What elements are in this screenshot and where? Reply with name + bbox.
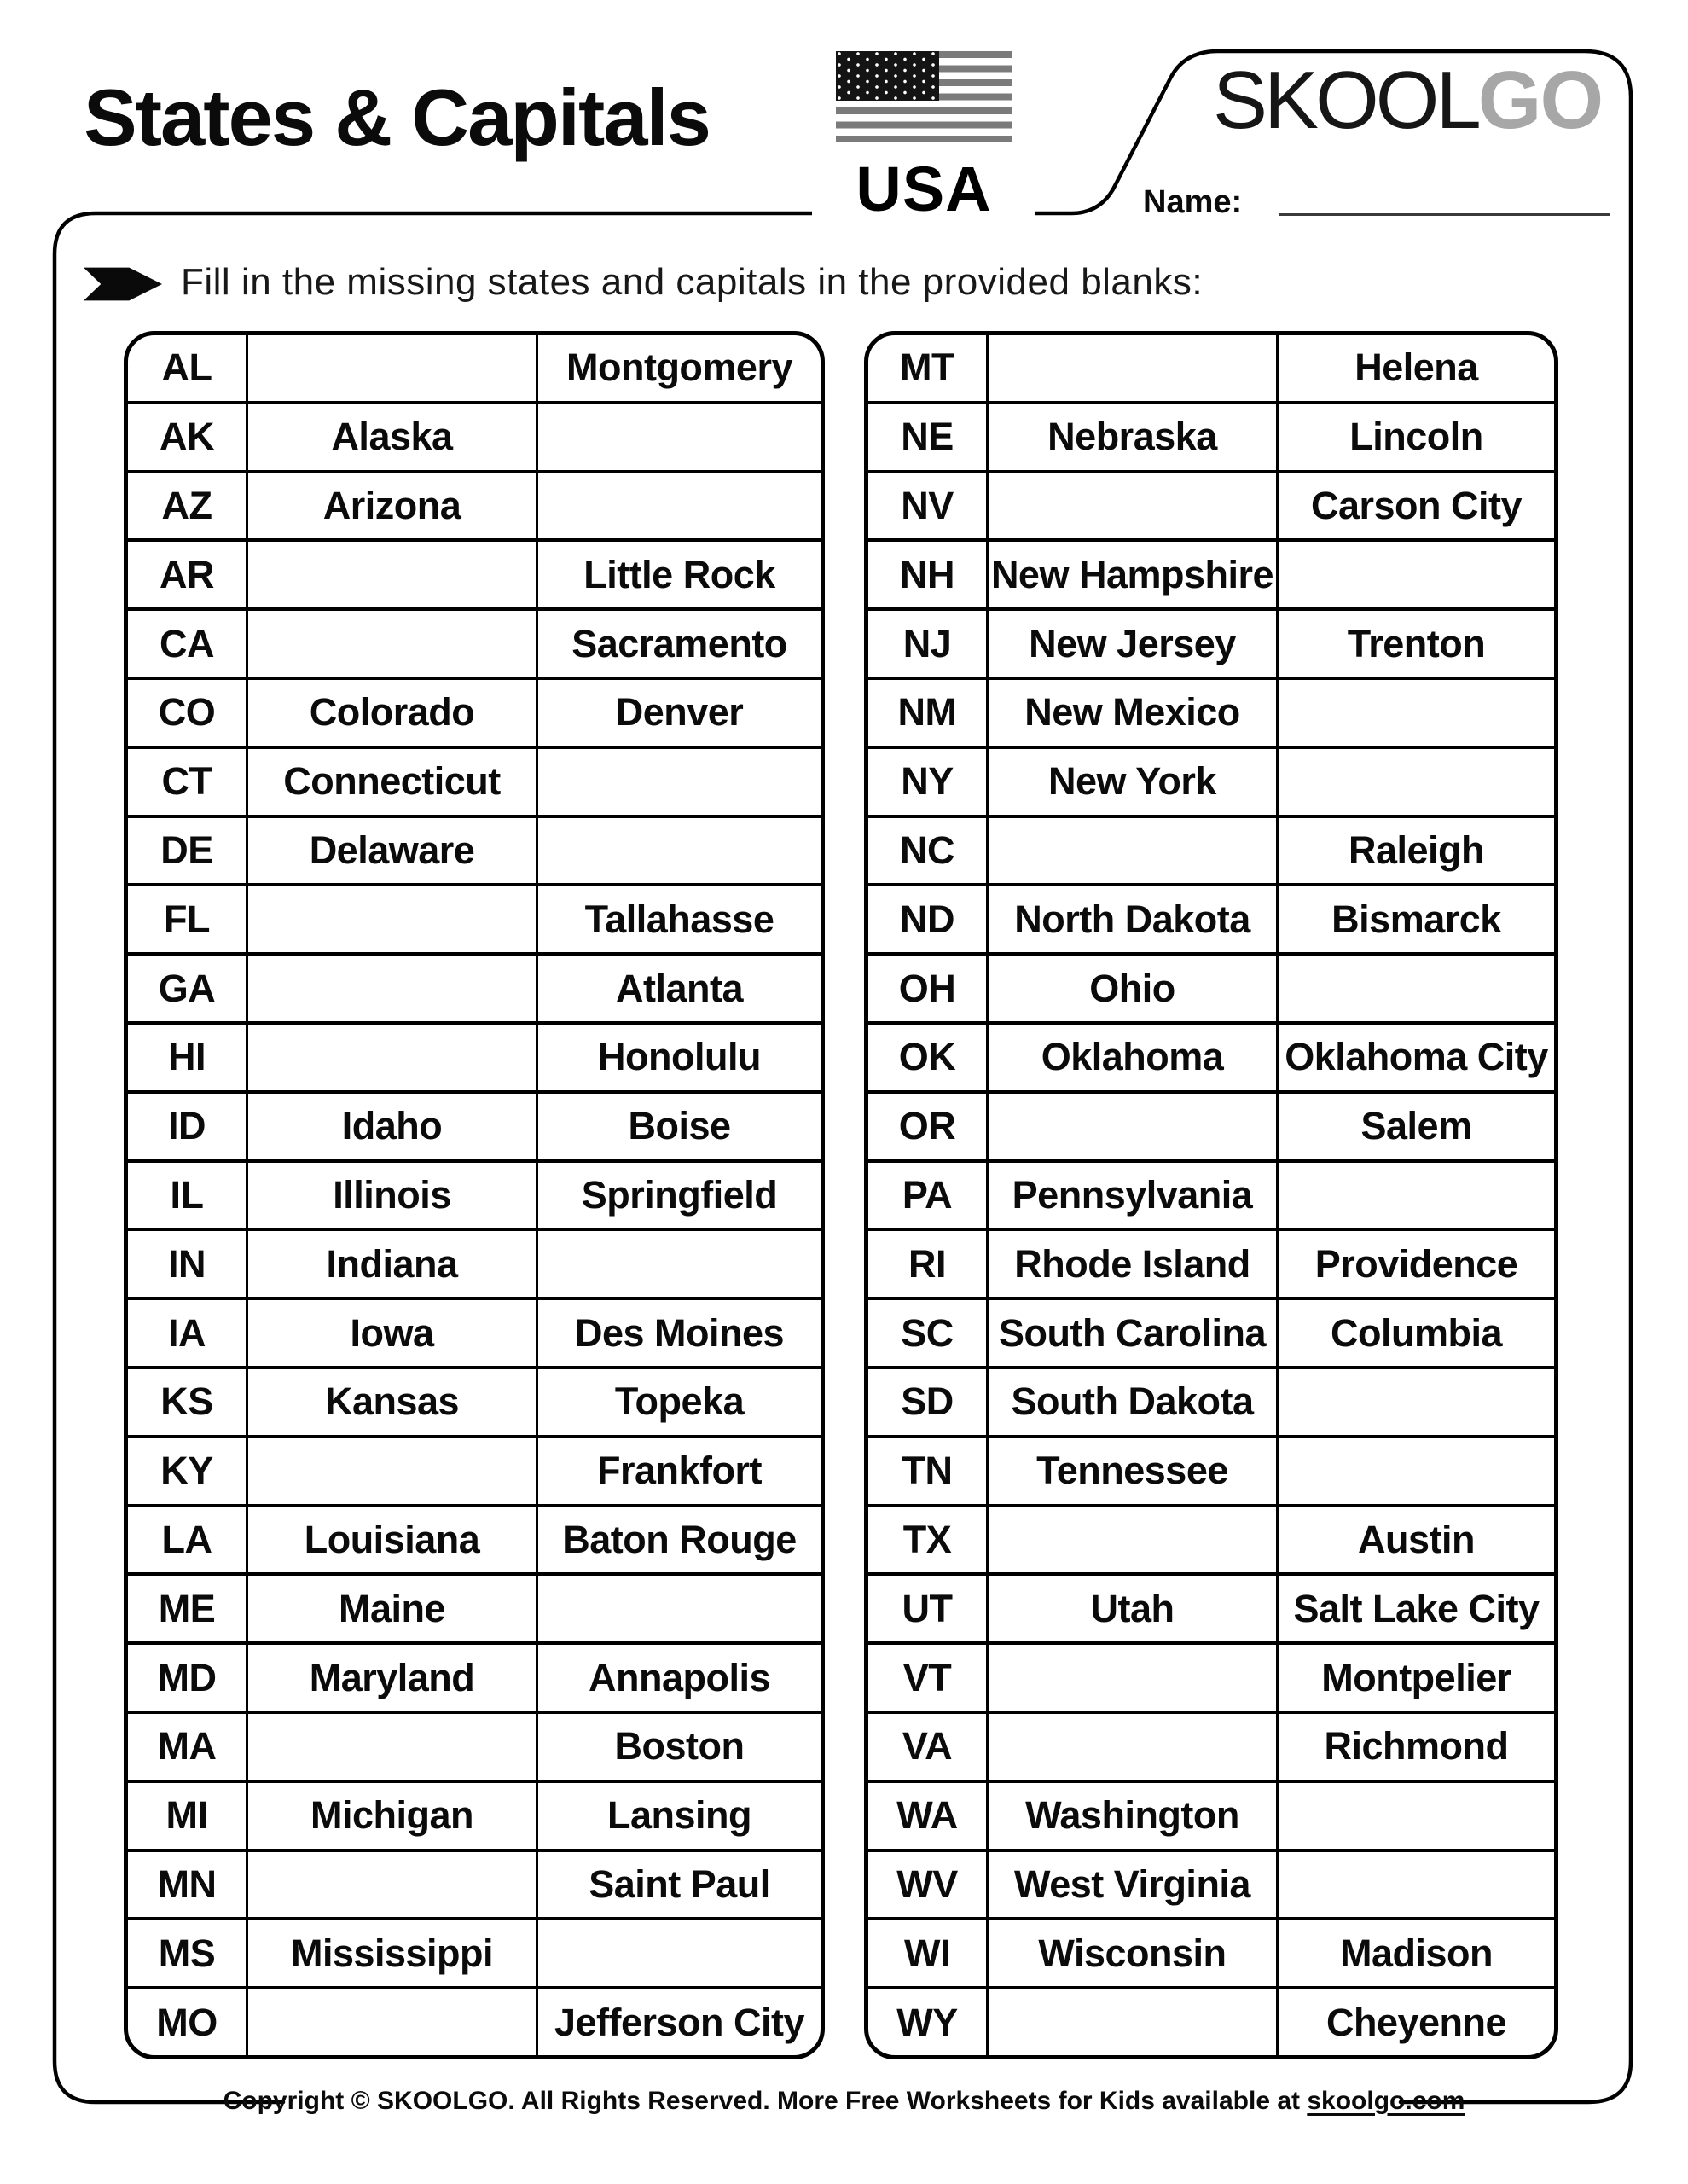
blank-fill-cell (1276, 680, 1554, 746)
state-abbr-cell: NY (901, 759, 954, 804)
blank-fill-cell (986, 1094, 1276, 1159)
capital-name-cell: Sacramento (536, 611, 821, 677)
state-abbr-cell: AK (160, 415, 214, 459)
table-row (128, 607, 821, 677)
blank-fill-cell (246, 956, 536, 1021)
table-row (868, 1090, 1554, 1159)
capital-name-cell: Little Rock (536, 542, 821, 607)
capital-name-cell: Richmond (1276, 1714, 1554, 1780)
state-name-cell: Iowa (246, 1300, 536, 1366)
state-abbr-cell: WV (896, 1862, 958, 1906)
blank-fill-cell (986, 335, 1276, 401)
capital-name-cell: Frankfort (536, 1438, 821, 1504)
state-name-cell: New Jersey (986, 611, 1276, 677)
table-row (868, 815, 1554, 884)
state-abbr-cell: PA (902, 1172, 953, 1217)
blank-fill-cell (536, 1920, 821, 1986)
state-name-cell: Alaska (246, 404, 536, 470)
table-row (128, 1435, 821, 1504)
state-abbr-cell: NV (901, 483, 954, 527)
state-abbr-cell: WI (904, 1931, 950, 1975)
table-row (128, 1297, 821, 1366)
state-abbr-cell: FL (164, 897, 210, 941)
capital-name-cell: Salt Lake City (1276, 1576, 1554, 1641)
state-abbr-cell: ME (158, 1586, 216, 1630)
table-row (128, 1849, 821, 1918)
state-name-cell: Utah (986, 1576, 1276, 1641)
table-row (128, 1366, 821, 1435)
state-name-cell: Pennsylvania (986, 1163, 1276, 1228)
capital-name-cell: Boise (536, 1094, 821, 1159)
table-row (868, 470, 1554, 539)
capital-name-cell: Helena (1276, 335, 1554, 401)
state-abbr-cell: WY (896, 2000, 958, 2044)
state-abbr-cell: MS (158, 1931, 216, 1975)
state-name-cell: North Dakota (986, 886, 1276, 952)
table-row (868, 1159, 1554, 1228)
table-row (128, 883, 821, 952)
state-abbr-cell: UT (902, 1586, 953, 1630)
state-name-cell: New Mexico (986, 680, 1276, 746)
blank-fill-cell (986, 818, 1276, 884)
capital-name-cell: Tallahasse (536, 886, 821, 952)
capital-name-cell: Jefferson City (536, 1989, 821, 2055)
table-row (868, 335, 1554, 401)
table-row (868, 1435, 1554, 1504)
state-abbr-cell: MO (156, 2000, 218, 2044)
state-name-cell: Arizona (246, 473, 536, 539)
table-row (128, 1986, 821, 2055)
state-abbr-cell: IL (170, 1172, 204, 1217)
table-row (128, 746, 821, 815)
state-abbr-cell: VT (902, 1655, 952, 1699)
table-row (868, 1711, 1554, 1780)
table-row (868, 883, 1554, 952)
state-name-cell: Louisiana (246, 1507, 536, 1573)
logo-go-text: GO (1477, 55, 1603, 146)
state-abbr-cell: DE (160, 828, 213, 872)
table-row (128, 401, 821, 470)
blank-fill-cell (246, 335, 536, 401)
state-abbr-cell: SC (901, 1310, 954, 1355)
capital-name-cell: Boston (536, 1714, 821, 1780)
blank-fill-cell (986, 1645, 1276, 1711)
state-abbr-cell: NM (897, 690, 957, 735)
usa-flag-icon (836, 51, 1012, 142)
table-row (128, 1917, 821, 1986)
state-abbr-cell: TN (902, 1449, 953, 1493)
blank-fill-cell (536, 749, 821, 815)
state-abbr-cell: NJ (902, 621, 952, 665)
blank-fill-cell (1276, 1852, 1554, 1918)
blank-fill-cell (536, 1576, 821, 1641)
name-write-line (1279, 213, 1610, 216)
state-abbr-cell: OR (898, 1104, 956, 1148)
state-abbr-cell: SD (901, 1380, 954, 1424)
table-row (128, 815, 821, 884)
capital-name-cell: Montpelier (1276, 1645, 1554, 1711)
flag-caption: USA (812, 159, 1035, 220)
state-abbr-cell: CO (158, 690, 216, 735)
state-abbr-cell: ID (168, 1104, 206, 1148)
state-name-cell: Washington (986, 1783, 1276, 1849)
capital-name-cell: Cheyenne (1276, 1989, 1554, 2055)
blank-fill-cell (986, 1989, 1276, 2055)
blank-fill-cell (246, 611, 536, 677)
state-abbr-cell: KS (160, 1380, 213, 1424)
state-name-cell: Indiana (246, 1231, 536, 1297)
state-name-cell: Idaho (246, 1094, 536, 1159)
state-name-cell: Delaware (246, 818, 536, 884)
blank-fill-cell (986, 1507, 1276, 1573)
state-abbr-cell: NE (901, 415, 954, 459)
table-row (868, 1021, 1554, 1090)
blank-fill-cell (536, 1231, 821, 1297)
capital-name-cell: Annapolis (536, 1645, 821, 1711)
state-name-cell: Maryland (246, 1645, 536, 1711)
state-abbr-cell: AZ (161, 483, 212, 527)
capital-name-cell: Des Moines (536, 1300, 821, 1366)
table-row (868, 1917, 1554, 1986)
footer-text: Copyright © SKOOLGO. All Rights Reserved. More Free Worksheets for Kids available at (223, 2087, 1308, 2115)
table-row (868, 607, 1554, 677)
table-row (128, 1641, 821, 1711)
capital-name-cell: Lincoln (1276, 404, 1554, 470)
capital-name-cell: Bismarck (1276, 886, 1554, 952)
state-abbr-cell: RI (908, 1241, 946, 1286)
table-row (868, 1641, 1554, 1711)
table-row (868, 952, 1554, 1021)
flag-stars-canton (836, 51, 939, 101)
table-row (868, 401, 1554, 470)
state-abbr-cell: CT (161, 759, 212, 804)
blank-fill-cell (1276, 1369, 1554, 1435)
state-name-cell: Ohio (986, 956, 1276, 1021)
blank-fill-cell (246, 1852, 536, 1918)
state-abbr-cell: OK (898, 1035, 956, 1079)
state-name-cell: Rhode Island (986, 1231, 1276, 1297)
state-abbr-cell: GA (158, 966, 216, 1010)
blank-fill-cell (1276, 1438, 1554, 1504)
state-name-cell: Nebraska (986, 404, 1276, 470)
state-name-cell: Maine (246, 1576, 536, 1641)
capital-name-cell: Lansing (536, 1783, 821, 1849)
blank-fill-cell (1276, 1783, 1554, 1849)
capital-name-cell: Columbia (1276, 1300, 1554, 1366)
table-row (128, 1228, 821, 1297)
state-abbr-cell: MN (157, 1862, 217, 1906)
capital-name-cell: Baton Rouge (536, 1507, 821, 1573)
table-row (128, 677, 821, 746)
blank-fill-cell (246, 542, 536, 607)
table-row (128, 1021, 821, 1090)
table-row (128, 538, 821, 607)
table-row (868, 1366, 1554, 1435)
footer-copyright (0, 2087, 1688, 2116)
capital-name-cell: Topeka (536, 1369, 821, 1435)
page-title: States & Capitals (84, 73, 710, 162)
capital-name-cell: Raleigh (1276, 818, 1554, 884)
blank-fill-cell (1276, 542, 1554, 607)
state-name-cell: Illinois (246, 1163, 536, 1228)
state-abbr-cell: IN (168, 1241, 206, 1286)
state-name-cell: Mississippi (246, 1920, 536, 1986)
blank-fill-cell (246, 1714, 536, 1780)
table-row (128, 1090, 821, 1159)
name-label: Name: (1143, 184, 1243, 220)
state-name-cell: Wisconsin (986, 1920, 1276, 1986)
state-abbr-cell: MT (900, 346, 954, 390)
table-row (868, 1986, 1554, 2055)
states-table-left (124, 331, 825, 2059)
skoolgo-link[interactable]: skoolgo.com (1307, 2087, 1465, 2115)
blank-fill-cell (246, 1025, 536, 1090)
state-abbr-cell: HI (168, 1035, 206, 1079)
table-row (868, 1572, 1554, 1641)
blank-fill-cell (246, 1438, 536, 1504)
state-name-cell: New Hampshire (986, 542, 1276, 607)
state-abbr-cell: LA (161, 1517, 212, 1561)
state-abbr-cell: AL (161, 346, 212, 390)
state-abbr-cell: VA (902, 1724, 953, 1769)
table-row (868, 1228, 1554, 1297)
instruction-text: Fill in the missing states and capitals in the provided blanks: (181, 261, 1204, 303)
table-row (128, 335, 821, 401)
blank-fill-cell (536, 404, 821, 470)
table-row (868, 538, 1554, 607)
table-row (868, 1780, 1554, 1849)
capital-name-cell: Saint Paul (536, 1852, 821, 1918)
table-row (868, 1504, 1554, 1573)
table-row (128, 1780, 821, 1849)
state-abbr-cell: CA (160, 621, 214, 665)
capital-name-cell: Salem (1276, 1094, 1554, 1159)
state-name-cell: Tennessee (986, 1438, 1276, 1504)
capital-name-cell: Springfield (536, 1163, 821, 1228)
table-row (128, 952, 821, 1021)
state-name-cell: Michigan (246, 1783, 536, 1849)
table-row (868, 746, 1554, 815)
capital-name-cell: Providence (1276, 1231, 1554, 1297)
state-abbr-cell: IA (168, 1310, 206, 1355)
capital-name-cell: Honolulu (536, 1025, 821, 1090)
state-name-cell: Connecticut (246, 749, 536, 815)
state-abbr-cell: KY (160, 1449, 213, 1493)
state-name-cell: South Dakota (986, 1369, 1276, 1435)
state-abbr-cell: NC (900, 828, 954, 872)
capital-name-cell: Oklahoma City (1276, 1025, 1554, 1090)
table-row (868, 1849, 1554, 1918)
table-row (128, 1504, 821, 1573)
capital-name-cell: Denver (536, 680, 821, 746)
state-abbr-cell: WA (896, 1793, 958, 1838)
blank-fill-cell (1276, 749, 1554, 815)
table-row (128, 1159, 821, 1228)
blank-fill-cell (986, 1714, 1276, 1780)
state-name-cell: New York (986, 749, 1276, 815)
state-abbr-cell: AR (160, 552, 214, 596)
state-name-cell: Kansas (246, 1369, 536, 1435)
blank-fill-cell (1276, 956, 1554, 1021)
table-row (128, 1711, 821, 1780)
state-abbr-cell: MA (157, 1724, 217, 1769)
state-abbr-cell: OH (898, 966, 956, 1010)
state-abbr-cell: TX (902, 1517, 952, 1561)
state-name-cell: Colorado (246, 680, 536, 746)
state-abbr-cell: MI (165, 1793, 208, 1838)
blank-fill-cell (246, 886, 536, 952)
states-table-right (864, 331, 1558, 2059)
blank-fill-cell (536, 818, 821, 884)
blank-fill-cell (986, 473, 1276, 539)
logo-skool-text: SKOOL (1213, 55, 1478, 146)
capital-name-cell: Carson City (1276, 473, 1554, 539)
state-name-cell: South Carolina (986, 1300, 1276, 1366)
state-abbr-cell: ND (900, 897, 954, 941)
table-row (128, 470, 821, 539)
table-row (128, 1572, 821, 1641)
blank-fill-cell (536, 473, 821, 539)
table-row (868, 677, 1554, 746)
blank-fill-cell (246, 1989, 536, 2055)
capital-name-cell: Austin (1276, 1507, 1554, 1573)
state-abbr-cell: NH (900, 552, 954, 596)
blank-fill-cell (1276, 1163, 1554, 1228)
state-abbr-cell: MD (157, 1655, 217, 1699)
state-name-cell: West Virginia (986, 1852, 1276, 1918)
capital-name-cell: Montgomery (536, 335, 821, 401)
state-name-cell: Oklahoma (986, 1025, 1276, 1090)
capital-name-cell: Atlanta (536, 956, 821, 1021)
table-row (868, 1297, 1554, 1366)
capital-name-cell: Trenton (1276, 611, 1554, 677)
capital-name-cell: Madison (1276, 1920, 1554, 1986)
skoolgo-logo (1213, 55, 1603, 167)
